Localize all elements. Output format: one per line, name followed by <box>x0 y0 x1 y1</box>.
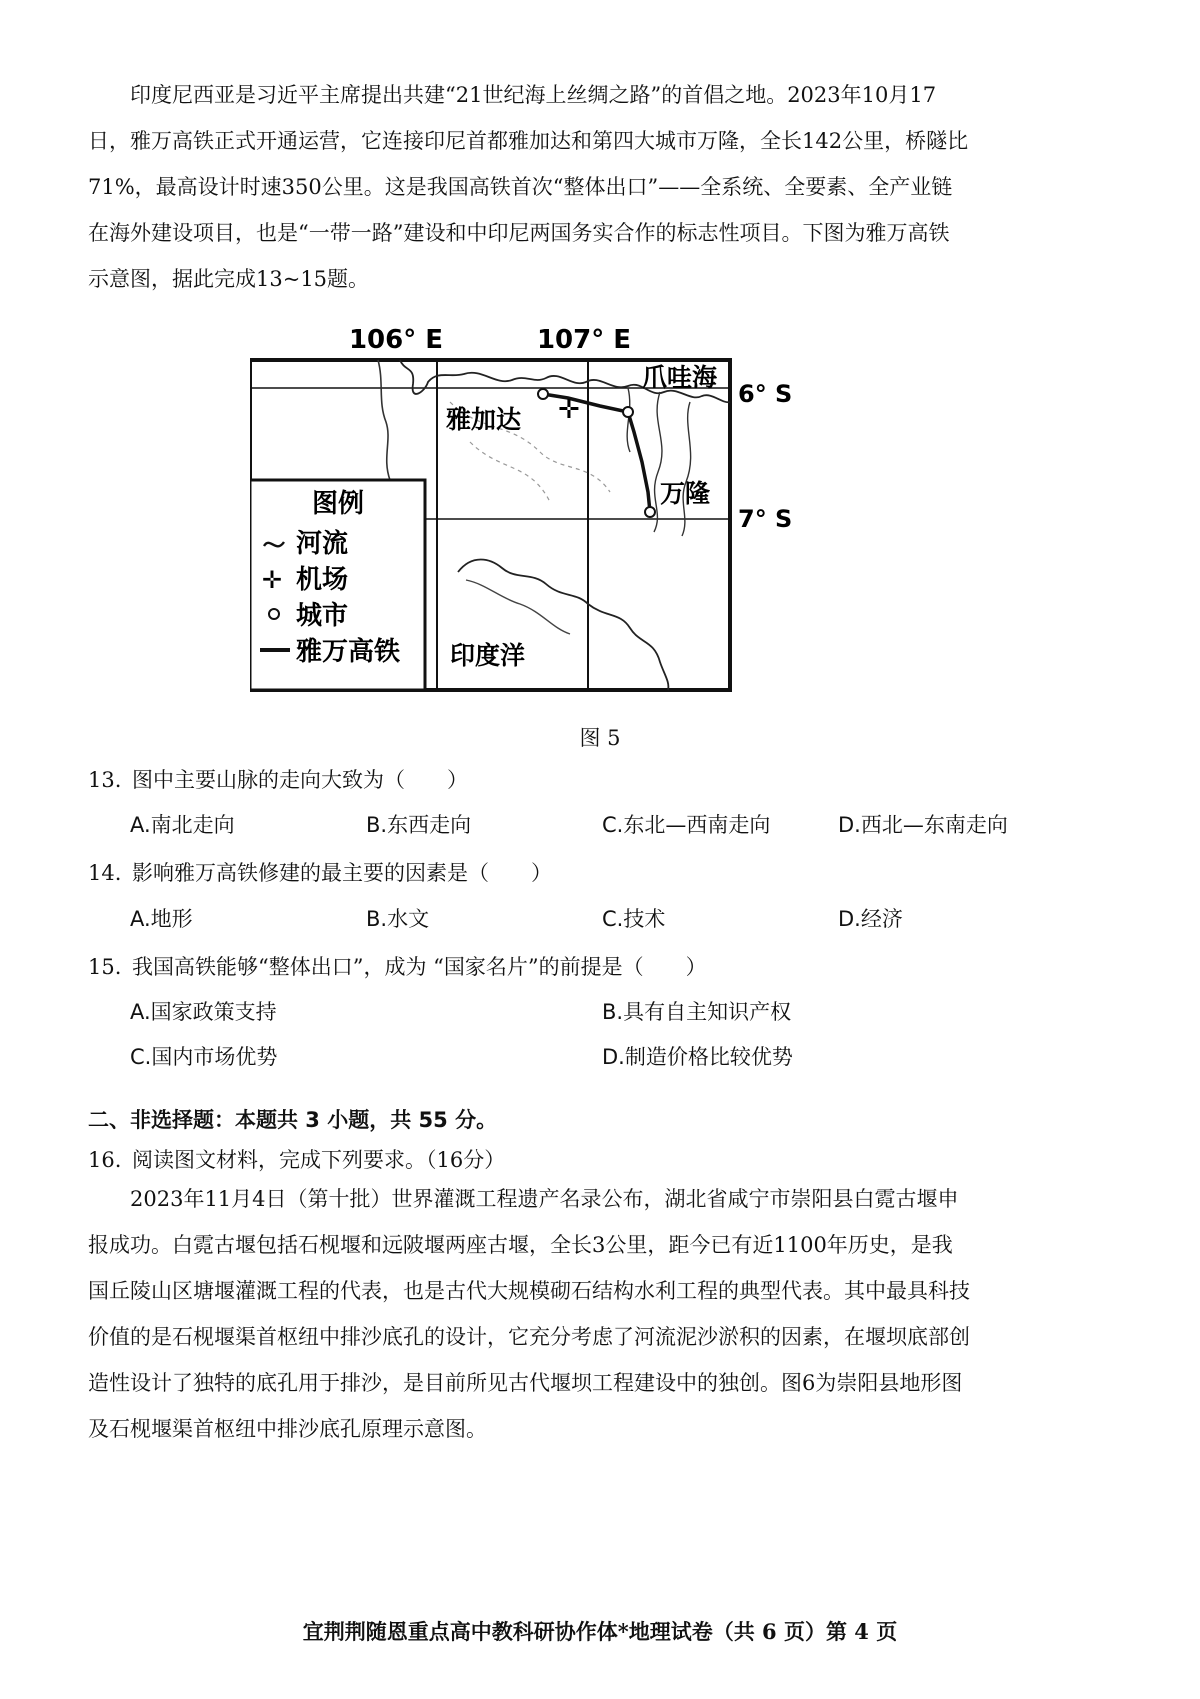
q14-option-c[interactable]: C.技术 <box>602 907 666 931</box>
material-paragraph <box>88 1176 1088 1452</box>
yawan-railway-map <box>250 322 810 702</box>
intro-line: 71%，最高设计时速350公里。这是我国高铁首次“整体出口”——全系统、全要素、全产业链 <box>88 175 953 199</box>
bay-coastline <box>466 580 570 634</box>
label-indian-ocean: 印度洋 <box>450 641 526 670</box>
q14-option-b[interactable]: B.水文 <box>366 907 430 931</box>
material-line: 报成功。白霓古堰包括石枧堰和远陂堰两座古堰，全长3公里，距今已有近1100年历史，是我 <box>88 1233 953 1257</box>
q14-option-a[interactable]: A.地形 <box>130 907 193 931</box>
bandung-city-marker <box>645 507 655 517</box>
question-16 <box>88 1145 1108 1175</box>
lat-label-6: 6° S <box>738 380 793 408</box>
material-line: 及石枧堰渠首枢纽中排沙底孔原理示意图。 <box>88 1417 487 1441</box>
material-line: 国丘陵山区塘堰灌溉工程的代表，也是古代大规模砌石结构水利工程的典型代表。其中最具科技 <box>88 1279 970 1303</box>
jakarta-city-marker <box>538 389 548 399</box>
legend-river-label: 河流 <box>296 529 349 559</box>
city-legend-icon <box>269 609 279 619</box>
q13-option-c[interactable]: C.东北—西南走向 <box>602 813 771 837</box>
q15-option-b[interactable]: B.具有自主知识产权 <box>602 1000 792 1024</box>
legend-railway-label: 雅万高铁 <box>296 637 401 667</box>
question-stem: 图中主要山脉的走向大致为（ ） <box>132 768 468 792</box>
lon-label-107: 107° E <box>536 325 632 355</box>
q13-option-d[interactable]: D.西北—东南走向 <box>838 813 1008 837</box>
question-number: 14. <box>88 861 122 885</box>
question-number: 13. <box>88 768 122 792</box>
figure-caption: 图 5 <box>579 726 621 750</box>
q15-option-a[interactable]: A.国家政策支持 <box>130 1000 277 1024</box>
q15-option-d[interactable]: D.制造价格比较优势 <box>602 1045 793 1069</box>
material-line: 2023年11月4日（第十批）世界灌溉工程遗产名录公布，湖北省咸宁市崇阳县白霓古堰申 <box>130 1187 959 1211</box>
question-stem: 阅读图文材料，完成下列要求。（16分） <box>132 1148 506 1172</box>
question-number: 15. <box>88 955 122 979</box>
page-footer: 宜荆荆随恩重点高中教科研协作体*地理试卷（共 6 页）第 4 页 <box>302 1619 898 1644</box>
q15-option-c[interactable]: C.国内市场优势 <box>130 1045 278 1069</box>
city-marker <box>623 407 633 417</box>
question-13 <box>88 765 1108 795</box>
legend-airport-label: 机场 <box>296 565 349 595</box>
q14-option-d[interactable]: D.经济 <box>838 907 903 931</box>
legend-title: 图例 <box>311 489 365 519</box>
south-coastline <box>458 560 668 691</box>
airport-legend-icon: ✛ <box>262 566 283 594</box>
west-coastline <box>378 360 390 480</box>
legend-city-label: 城市 <box>296 601 349 631</box>
label-bandung: 万隆 <box>660 479 711 508</box>
question-number: 16. <box>88 1148 122 1172</box>
material-line: 价值的是石枧堰渠首枢纽中排沙底孔的设计，它充分考虑了河流泥沙淤积的因素，在堰坝底部创 <box>88 1325 970 1349</box>
label-jakarta: 雅加达 <box>446 405 522 434</box>
intro-paragraph <box>88 72 1088 302</box>
q13-option-b[interactable]: B.东西走向 <box>366 813 472 837</box>
intro-line: 印度尼西亚是习近平主席提出共建“21世纪海上丝绸之路”的首倡之地。2023年10月17 <box>130 83 937 107</box>
material-line: 造性设计了独特的底孔用于排沙，是目前所见古代堰坝工程建设中的独创。图6为崇阳县地形图 <box>88 1371 963 1395</box>
airport-icon: ✛ <box>558 395 580 425</box>
lon-label-106: 106° E <box>348 325 444 355</box>
question-15 <box>88 952 1108 982</box>
section-2-heading: 二、非选择题：本题共 3 小题，共 55 分。 <box>88 1108 498 1132</box>
intro-line: 在海外建设项目，也是“一带一路”建设和中印尼两国务实合作的标志性项目。下图为雅万高铁 <box>88 221 950 245</box>
river <box>682 402 691 536</box>
lat-label-7: 7° S <box>738 505 793 533</box>
intro-line: 示意图，据此完成13~15题。 <box>88 267 370 291</box>
intro-line: 日，雅万高铁正式开通运营，它连接印尼首都雅加达和第四大城市万隆，全长142公里，桥隧比 <box>88 129 969 153</box>
q13-option-a[interactable]: A.南北走向 <box>130 813 235 837</box>
question-stem: 我国高铁能够“整体出口”，成为 “国家名片”的前提是（ ） <box>132 955 707 979</box>
question-14 <box>88 858 1108 888</box>
label-java-sea: 爪哇海 <box>642 363 718 392</box>
question-stem: 影响雅万高铁修建的最主要的因素是（ ） <box>132 861 552 885</box>
